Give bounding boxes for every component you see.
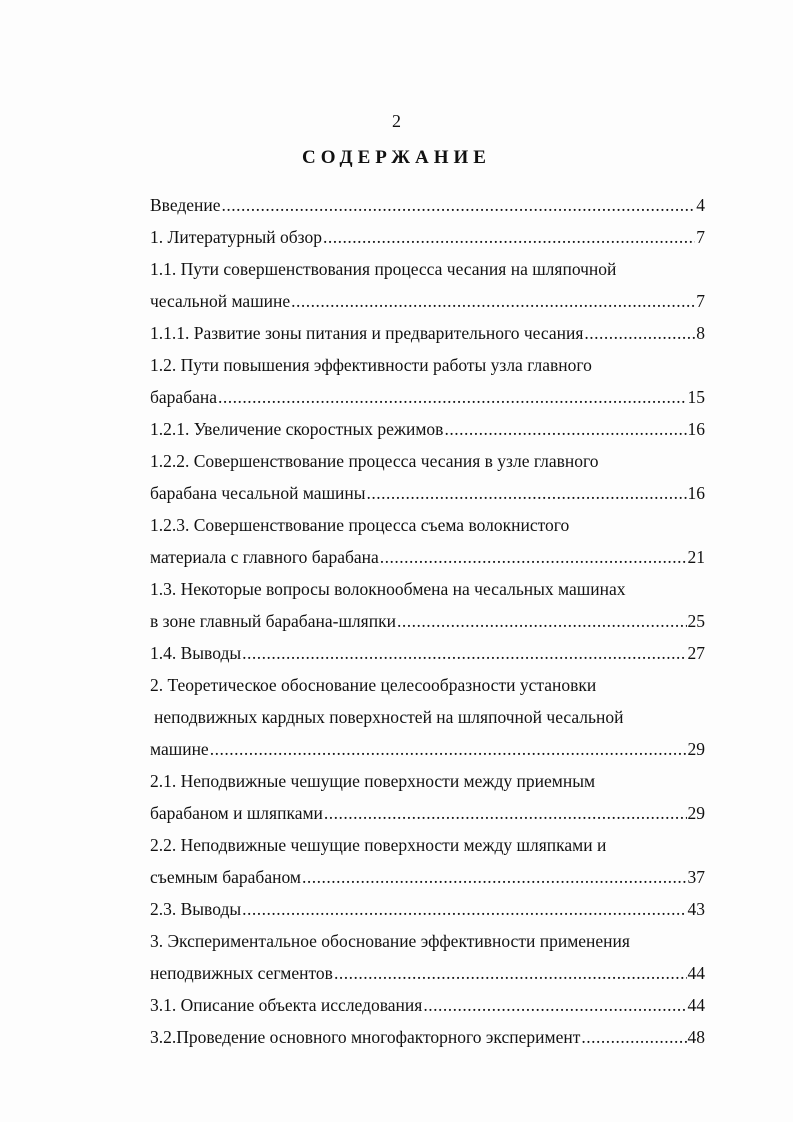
toc-entry-title: неподвижных сегментов — [150, 963, 333, 983]
toc-entry-page: 43 — [687, 899, 705, 919]
toc-dot-leader — [210, 736, 687, 762]
toc-entry-page: 44 — [687, 995, 705, 1015]
toc-entry-title: 1.2.1. Увеличение скоростных режимов — [150, 419, 444, 439]
toc-entry-title: 3.2.Проведение основного многофакторного эксперимент — [150, 1027, 581, 1047]
toc-entry-page: 29 — [687, 803, 705, 823]
toc-entry-title: машине — [150, 739, 209, 759]
toc-entry — [150, 864, 705, 890]
toc-entry-title: чесальной машине — [150, 291, 291, 311]
toc-entry-title: Введение — [150, 195, 221, 215]
toc-dot-leader — [444, 416, 686, 442]
toc-dot-leader — [397, 608, 687, 634]
toc-entry — [150, 896, 705, 922]
toc-entry-page: 7 — [696, 291, 705, 311]
toc-entry-title: барабана — [150, 387, 217, 407]
toc-dot-leader — [242, 896, 686, 922]
toc-entry-title: барабана чесальной машины — [150, 483, 366, 503]
toc-dot-leader — [380, 544, 687, 570]
toc-entry-page: 29 — [687, 739, 705, 759]
toc-dot-leader — [323, 224, 695, 250]
toc-entry-title: барабаном и шляпками — [150, 803, 323, 823]
page-title: СОДЕРЖАНИЕ — [302, 147, 491, 168]
toc-entry — [150, 288, 705, 314]
toc-entry-title: 3.1. Описание объекта исследования — [150, 995, 423, 1015]
toc-entry — [150, 416, 705, 442]
toc-entry-page: 16 — [687, 483, 705, 503]
toc-entry-line: 1.1. Пути совершенствования процесса чесания на шляпочной — [150, 259, 617, 279]
toc-entry-line: 2.1. Неподвижные чешущие поверхности между приемным — [150, 771, 596, 791]
toc-entry-line: 1.3. Некоторые вопросы волокнообмена на чесальных машинах — [150, 579, 626, 599]
toc-entry-page: 4 — [696, 195, 705, 215]
toc-entry-title: 2.3. Выводы — [150, 899, 242, 919]
toc-dot-leader — [302, 864, 687, 890]
toc-dot-leader — [222, 192, 696, 218]
toc-entry-line: неподвижных кардных поверхностей на шляпочной чесальной — [154, 707, 624, 727]
toc-entry — [150, 384, 705, 410]
toc-entry-line: 1.2.3. Совершенствование процесса съема волокнистого — [150, 515, 570, 535]
toc-dot-leader — [584, 320, 695, 346]
toc-entry-page: 44 — [687, 963, 705, 983]
toc-entry-title: 1.1.1. Развитие зоны питания и предварительного чесания — [150, 323, 584, 343]
toc-entry-page: 8 — [696, 323, 705, 343]
toc-dot-leader — [242, 640, 686, 666]
toc-entry-line: 2.2. Неподвижные чешущие поверхности между шляпками и — [150, 835, 607, 855]
toc-dot-leader — [423, 992, 686, 1018]
toc-entry-line: 2. Теоретическое обоснование целесообразности установки — [150, 675, 597, 695]
toc-dot-leader — [324, 800, 687, 826]
toc-dot-leader — [218, 384, 687, 410]
toc-entry — [150, 320, 705, 346]
toc-entry — [150, 800, 705, 826]
toc-entry-title: съемным барабаном — [150, 867, 301, 887]
toc-dot-leader — [334, 960, 687, 986]
toc-entry-page: 25 — [687, 611, 705, 631]
toc-entry — [150, 1024, 705, 1050]
toc-entry — [150, 992, 705, 1018]
page-number: 2 — [392, 111, 401, 131]
toc-entry-page: 27 — [687, 643, 705, 663]
toc-entry-title: 1. Литературный обзор — [150, 227, 322, 247]
toc-entry-page: 21 — [687, 547, 705, 567]
toc-entry — [150, 608, 705, 634]
toc-entry-page: 7 — [696, 227, 705, 247]
toc-entry-page: 16 — [687, 419, 705, 439]
toc-entry-title: материала с главного барабана — [150, 547, 379, 567]
toc-entry-page: 15 — [687, 387, 705, 407]
toc-entry-title: 1.4. Выводы — [150, 643, 242, 663]
toc-entry-title: в зоне главный барабана-шляпки — [150, 611, 396, 631]
toc-entry-page: 48 — [687, 1027, 705, 1047]
toc-entry-line: 1.2. Пути повышения эффективности работы узла главного — [150, 355, 592, 375]
toc-entry — [150, 224, 705, 250]
toc-entry — [150, 544, 705, 570]
toc-dot-leader — [367, 480, 687, 506]
toc-entry — [150, 960, 705, 986]
toc-entry — [150, 480, 705, 506]
toc-dot-leader — [581, 1024, 686, 1050]
toc-entry — [150, 640, 705, 666]
toc-dot-leader — [291, 288, 695, 314]
toc-entry — [150, 192, 705, 218]
toc-entry-line: 3. Экспериментальное обоснование эффективности применения — [150, 931, 630, 951]
toc-entry-page: 37 — [687, 867, 705, 887]
toc-entry-line: 1.2.2. Совершенствование процесса чесания в узле главного — [150, 451, 599, 471]
toc-entry — [150, 736, 705, 762]
